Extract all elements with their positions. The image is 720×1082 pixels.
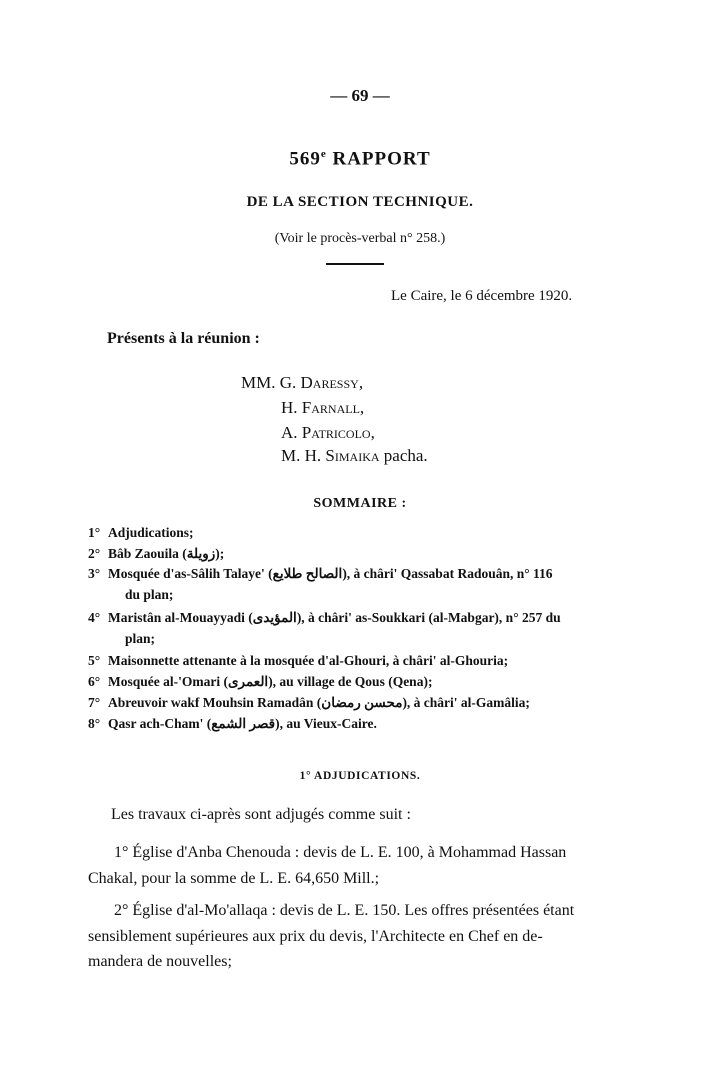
sommaire-item: 4° Maristân al-Mouayyadi (المؤيدى), à châri' as-Soukkari (al-Mabgar), n° 257 du <box>88 610 561 625</box>
sommaire-item-continuation: du plan; <box>125 587 174 602</box>
sommaire-item: 2° Bâb Zaouila (زويلة); <box>88 546 225 561</box>
body-line: Les travaux ci-après sont adjugés comme suit : <box>111 806 411 823</box>
sommaire-item: 8° Qasr ach-Cham' (قصر الشمع), au Vieux-Caire. <box>88 716 377 731</box>
report-subtitle: DE LA SECTION TECHNIQUE. <box>246 194 474 210</box>
section-title: 1° ADJUDICATIONS. <box>299 770 421 782</box>
body-line: Chakal, pour la somme de L. E. 64,650 Mill.; <box>88 870 380 887</box>
title-rule <box>326 263 384 265</box>
body-line: 1° Église d'Anba Chenouda : devis de L. E. 100, à Mohammad Hassan <box>114 844 567 861</box>
report-title-text: RAPPORT <box>332 148 431 170</box>
page-number: — 69 — <box>330 86 390 105</box>
member-line: MM. G. Daressy, <box>241 373 364 392</box>
member-line: M. H. Simaika pacha. <box>281 446 428 465</box>
report-title <box>0 148 720 170</box>
dateline: Le Caire, le 6 décembre 1920. <box>391 288 573 304</box>
sommaire-item: 6° Mosquée al-'Omari (العمرى), au village de Qous (Qena); <box>88 674 433 689</box>
sommaire-item: 7° Abreuvoir wakf Mouhsin Ramadân (محسن رمضان), à châri' al-Gamâlia; <box>88 695 530 710</box>
report-number-suffix: e <box>320 148 327 160</box>
sommaire-item: 3° Mosquée d'as-Sâlih Talaye' (الصالح طلايع), à châri' Qassabat Radouân, n° 116 <box>88 566 553 581</box>
report-number: 569 <box>289 148 321 170</box>
report-subnote: (Voir le procès-verbal n° 258.) <box>274 231 446 246</box>
body-line: sensiblement supérieures aux prix du devis, l'Architecte en Chef en de- <box>88 928 543 945</box>
member-line: H. Farnall, <box>281 398 365 417</box>
body-line: 2° Église d'al-Mo'allaqa : devis de L. E. 150. Les offres présentées étant <box>114 902 575 919</box>
presents-label: Présents à la réunion : <box>107 330 260 347</box>
sommaire-heading: SOMMAIRE : <box>313 496 407 511</box>
member-line: A. Patricolo, <box>281 423 375 442</box>
sommaire-item: 5° Maisonnette attenante à la mosquée d'al-Ghouri, à châri' al-Ghouria; <box>88 653 509 668</box>
sommaire-item-continuation: plan; <box>125 631 156 646</box>
sommaire-item: 1° Adjudications; <box>88 525 194 540</box>
body-line: mandera de nouvelles; <box>88 953 232 970</box>
